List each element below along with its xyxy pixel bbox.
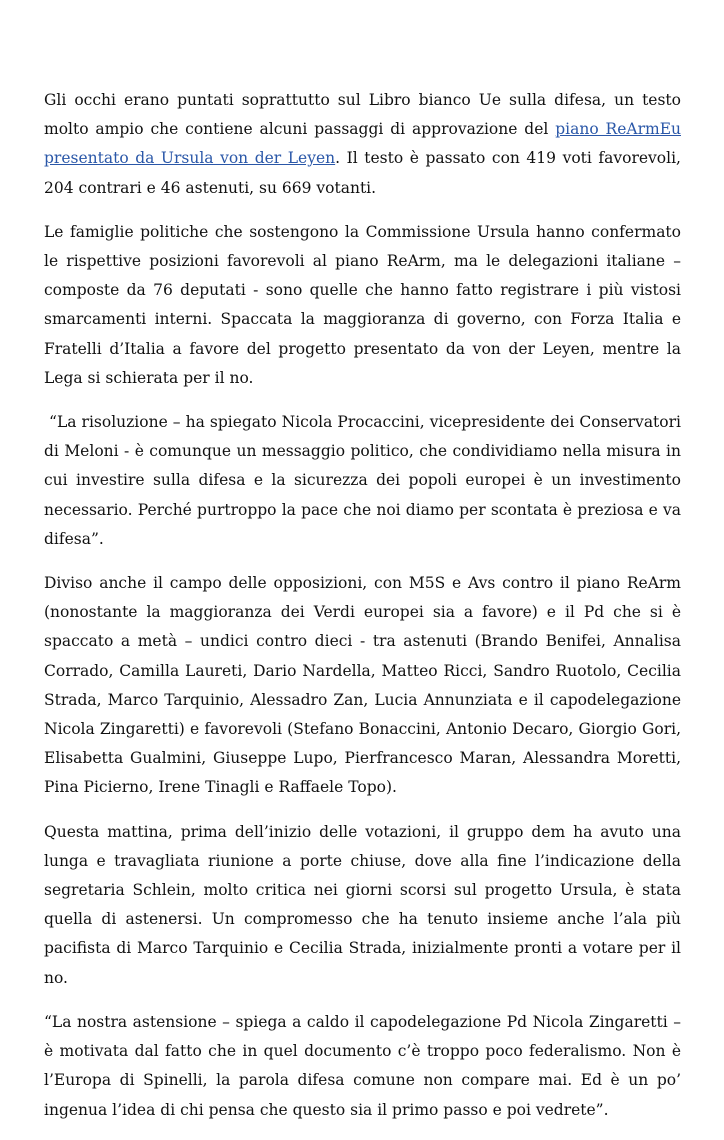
paragraph-5: Questa mattina, prima dell’inizio delle votazioni, il gruppo dem ha avuto una lunga e travagliata riunione a porte chiuse, dove alla fine l’indicazione della segretaria Schlein, molto critica nei giorni scorsi sul progetto Ursula, è stata quella di astenersi. Un compromesso che ha tenuto insieme anche l’ala più pacifista di Marco Tarquinio e Cecilia Strada, inizialmente pronti a votare per il no. bbox=[44, 822, 681, 987]
paragraph-6: “La nostra astensione – spiega a caldo il capodelegazione Pd Nicola Zingaretti – è motivata dal fatto che in quel documento c’è troppo poco federalismo. Non è l’Europa di Spinelli, la parola difesa comune non compare mai. Ed è un po’ ingenua l’idea di chi pensa che questo sia il primo passo e poi vedrete”. bbox=[44, 1012, 681, 1119]
paragraph-4: Diviso anche il campo delle opposizioni, con M5S e Avs contro il piano ReArm (nonostante la maggioranza dei Verdi europei sia a favore) e il Pd che si è spaccato a metà – undici contro dieci - tra astenuti (Brando Benifei, Annalisa Corrado, Camilla Laureti, Dario Nardella, Matteo Ricci, Sandro Ruotolo, Cecilia Strada, Marco Tarquinio, Alessadro Zan, Lucia Annunziata e il capodelegazione Nicola Zingaretti) e favorevoli (Stefano Bonaccini, Antonio Decaro, Giorgio Gori, Elisabetta Gualmini, Giuseppe Lupo, Pierfrancesco Maran, Alessandra Moretti, Pina Picierno, Irene Tinagli e Raffaele Topo). bbox=[44, 574, 681, 797]
paragraph-3: “La risoluzione – ha spiegato Nicola Procaccini, vicepresidente dei Conservatori di Meloni - è comunque un messaggio politico, che condividiamo nella misura in cui investire sulla difesa e la sicurezza dei popoli europei è un investimento necessario. Perché purtroppo la pace che noi diamo per scontata è preziosa e va difesa”. bbox=[44, 413, 686, 548]
paragraph-1-text-end: . Il testo è passato con 419 voti favorevoli, 204 contrari e 46 astenuti, su 669 votanti. bbox=[44, 149, 681, 197]
article-body bbox=[44, 86, 686, 1140]
paragraph-1-text-start: Gli occhi erano puntati soprattutto sul Libro bianco Ue sulla difesa, un testo molto ampio che contiene alcuni passaggi di approvazione del bbox=[44, 91, 681, 139]
paragraph-1 bbox=[44, 86, 681, 203]
rearmeu-link[interactable]: piano ReArmEu presentato da Ursula von der Leyen bbox=[44, 120, 681, 168]
paragraph-2: Le famiglie politiche che sostengono la Commissione Ursula hanno confermato le rispettive posizioni favorevoli al piano ReArm, ma le delegazioni italiane – composte da 76 deputati - sono quelle che hanno fatto registrare i più vistosi smarcamenti interni. Spaccata la maggioranza di governo, con Forza Italia e Fratelli d’Italia a favore del progetto presentato da von der Leyen, mentre la Lega si schierata per il no. bbox=[44, 222, 681, 387]
